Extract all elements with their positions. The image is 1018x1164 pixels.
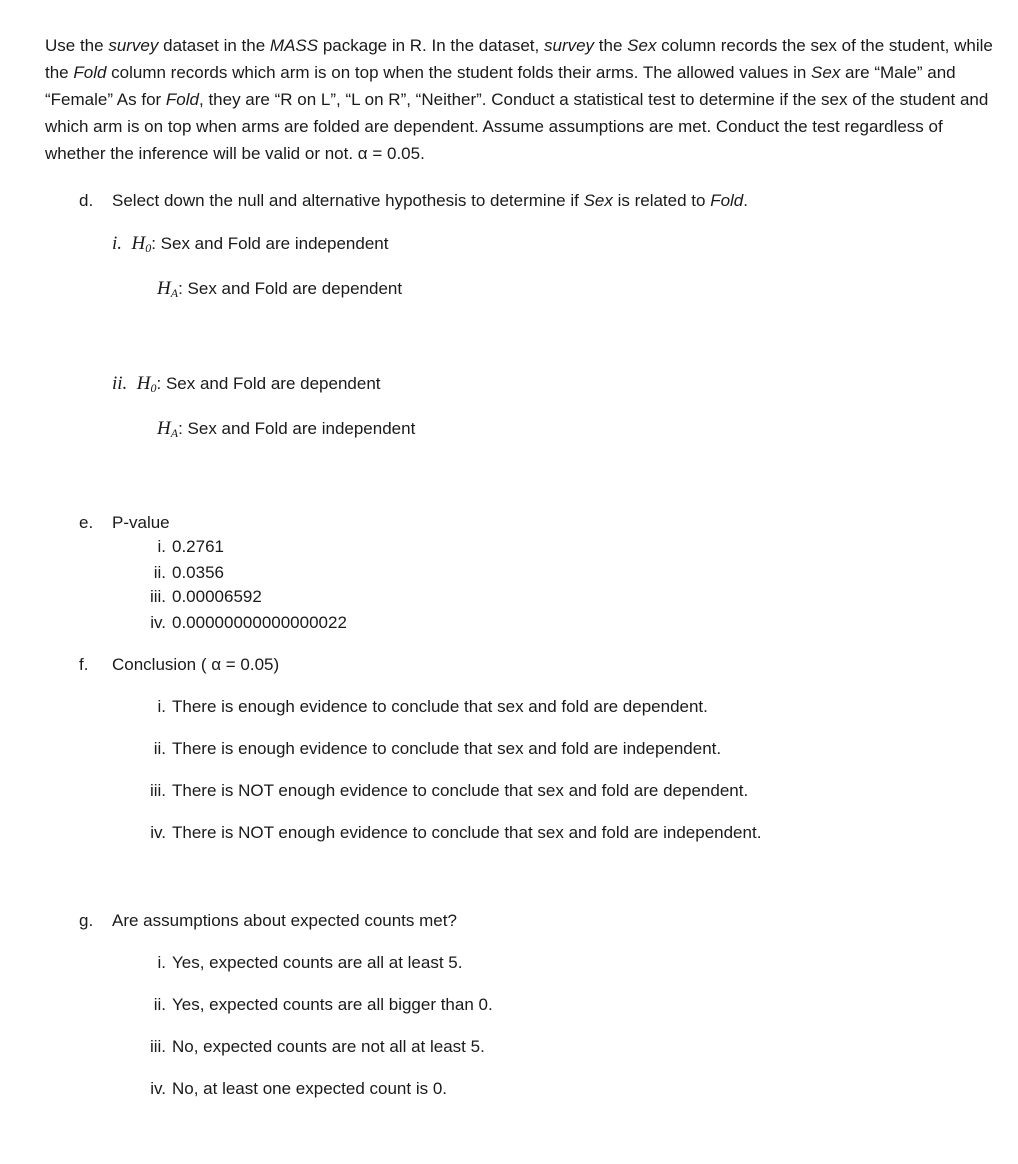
question-f-text: Conclusion ( α = 0.05) <box>112 655 280 674</box>
question-g-letter: g. <box>79 911 94 930</box>
question-f-option-i[interactable]: i. There is enough evidence to conclude that sex and fold are dependent. <box>157 697 708 716</box>
question-e-letter: e. <box>79 513 94 532</box>
question-e-text: P-value <box>112 513 170 532</box>
question-f-option-iv[interactable]: iv. There is NOT enough evidence to conclude that sex and fold are independent. <box>150 823 762 842</box>
intro-paragraph: Use the survey dataset in the MASS package in R. In the dataset, survey the Sex column records the sex of the student, while the Fold column records which arm is on top when the student folds their arms. The allowed values in Sex are “Male” and “Female” As for Fold, they are “R on L”, “L on R”, “Neither”. Conduct a statistical test to determine if the sex of the student and which arm is on top when arms are folded are dependent. Assume assumptions are met. Conduct the test regardless of whether the inference will be valid or not. α = 0.05. <box>45 36 993 163</box>
question-d-option-ii-alternative: $H_A$: Sex and Fold are independent <box>157 418 416 440</box>
question-f-option-iii[interactable]: iii. There is NOT enough evidence to conclude that sex and fold are dependent. <box>149 781 749 800</box>
question-g-option-iii[interactable]: iii. No, expected counts are not all at least 5. <box>149 1037 485 1056</box>
question-e-option-iii[interactable]: iii. 0.00006592 <box>149 587 262 606</box>
question-e-option-i[interactable]: i. 0.2761 <box>157 537 224 556</box>
question-e-option-iv[interactable]: iv. 0.00000000000000022 <box>150 613 347 632</box>
question-d-option-ii[interactable]: ii. $H_0$: Sex and Fold are dependent <box>112 373 381 395</box>
question-g-option-iv[interactable]: iv. No, at least one expected count is 0. <box>150 1079 448 1098</box>
question-d-option-i-alternative: $H_A$: Sex and Fold are dependent <box>157 278 403 300</box>
question-d-letter: d. <box>79 191 94 210</box>
question-g-option-i[interactable]: i. Yes, expected counts are all at least 5. <box>157 953 463 972</box>
question-e-option-ii[interactable]: ii. 0.0356 <box>153 563 224 582</box>
question-d-text: Select down the null and alternative hypothesis to determine if Sex is related to Fold. <box>112 191 748 210</box>
question-g-text: Are assumptions about expected counts met? <box>112 911 457 930</box>
question-f-option-ii[interactable]: ii. There is enough evidence to conclude that sex and fold are independent. <box>153 739 722 758</box>
question-g-option-ii[interactable]: ii. Yes, expected counts are all bigger than 0. <box>153 995 493 1014</box>
question-f-letter: f. <box>79 655 89 674</box>
question-d-option-i[interactable]: i. $H_0$: Sex and Fold are independent <box>112 233 389 255</box>
